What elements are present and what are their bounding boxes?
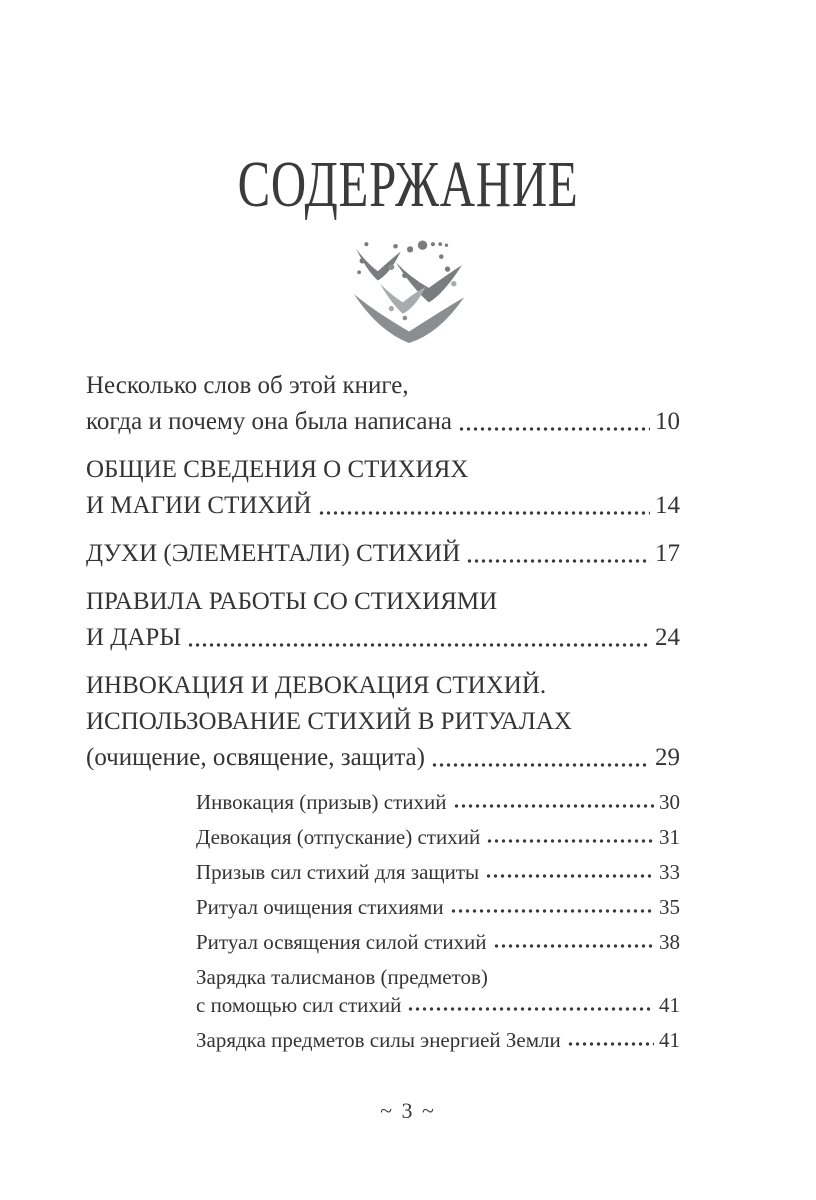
dot-leader xyxy=(450,907,654,915)
dot-leader xyxy=(485,872,654,880)
page-number: 35 xyxy=(659,895,680,919)
dot-leader xyxy=(493,942,654,950)
toc-entry-last-line xyxy=(196,858,680,886)
toc-entry-text: ДУХИ (ЭЛЕМЕНТАЛИ) СТИХИЙ xyxy=(86,540,461,567)
toc-entry-text: И ДАРЫ xyxy=(86,624,182,651)
page-number: 41 xyxy=(659,1028,680,1052)
toc-entry xyxy=(196,893,680,921)
toc-entry xyxy=(196,1026,680,1054)
footer-page-number: ~ 3 ~ xyxy=(380,1098,436,1123)
toc-entry-last-line xyxy=(196,928,680,956)
toc-entry-text: Ритуал освящения силой стихий xyxy=(196,930,487,954)
toc-entry xyxy=(196,963,680,1019)
toc-entry-text: Инвокация (призыв) стихий xyxy=(196,790,447,814)
toc-entry-text: ПРАВИЛА РАБОТЫ СО СТИХИЯМИ xyxy=(86,588,498,615)
toc-entry xyxy=(196,788,680,816)
gulls-ornament-icon xyxy=(342,240,474,344)
toc-entry-last-line xyxy=(196,893,680,921)
dot-leader xyxy=(431,761,650,769)
toc-entry xyxy=(86,368,680,440)
page-number: 30 xyxy=(659,790,680,814)
toc-entry-text: Зарядка предметов силы энергией Земли xyxy=(196,1028,561,1052)
toc-entry xyxy=(196,858,680,886)
toc-entry-text: с помощью сил стихий xyxy=(196,993,402,1017)
dot-leader xyxy=(486,837,654,845)
toc-entry-text: когда и почему она была написана xyxy=(86,408,452,435)
ornament-container xyxy=(0,240,816,344)
toc-entry xyxy=(86,452,680,524)
toc-entry-last-line xyxy=(86,620,680,656)
toc-entry-text: Призыв сил стихий для защиты xyxy=(196,860,480,884)
page-number: 14 xyxy=(655,492,680,519)
toc-entry-text: ИСПОЛЬЗОВАНИЕ СТИХИЙ В РИТУАЛАХ xyxy=(86,708,572,735)
toc-entry-text: ИНВОКАЦИЯ И ДЕВОКАЦИЯ СТИХИЙ. xyxy=(86,672,547,699)
toc-entry-last-line xyxy=(86,536,680,572)
toc-entry-last-line xyxy=(196,1026,680,1054)
toc-entry xyxy=(86,536,680,572)
page-number: 41 xyxy=(659,993,680,1017)
dot-leader xyxy=(466,557,650,565)
toc-entry-last-line xyxy=(196,823,680,851)
dot-leader xyxy=(187,641,650,649)
dot-leader xyxy=(567,1040,654,1048)
page-title: СОДЕРЖАНИЕ xyxy=(237,148,579,221)
dot-leader xyxy=(318,509,650,517)
toc-entry-text: Зарядка талисманов (предметов) xyxy=(196,965,488,989)
page-number: 24 xyxy=(655,624,680,651)
page-number: 31 xyxy=(659,825,680,849)
toc-entry-last-line xyxy=(86,404,680,440)
toc-entry-text: Несколько слов об этой книге, xyxy=(86,372,409,399)
toc-entry xyxy=(86,584,680,656)
toc-entry-last-line xyxy=(86,488,680,524)
table-of-contents xyxy=(86,368,680,1054)
toc-entry-text: Девокация (отпускание) стихий xyxy=(196,825,481,849)
toc-entry-text: Ритуал очищения стихиями xyxy=(196,895,444,919)
toc-entry-text: (очищение, освящение, защита) xyxy=(86,744,425,771)
dot-leader xyxy=(407,1005,654,1013)
page-number: 10 xyxy=(655,408,680,435)
page-number: 17 xyxy=(655,540,680,567)
toc-entry-last-line xyxy=(196,991,680,1019)
dot-leader xyxy=(458,425,650,433)
toc-entry-text: И МАГИИ СТИХИЙ xyxy=(86,492,312,519)
page-number: 38 xyxy=(659,930,680,954)
toc-entry-last-line xyxy=(86,740,680,776)
toc-entry-last-line xyxy=(196,788,680,816)
page-number: 29 xyxy=(655,744,680,771)
toc-entry xyxy=(86,668,680,776)
toc-entry-text: ОБЩИЕ СВЕДЕНИЯ О СТИХИЯХ xyxy=(86,456,469,483)
page-number: 33 xyxy=(659,860,680,884)
toc-entry xyxy=(196,928,680,956)
toc-entry xyxy=(196,823,680,851)
dot-leader xyxy=(453,802,654,810)
